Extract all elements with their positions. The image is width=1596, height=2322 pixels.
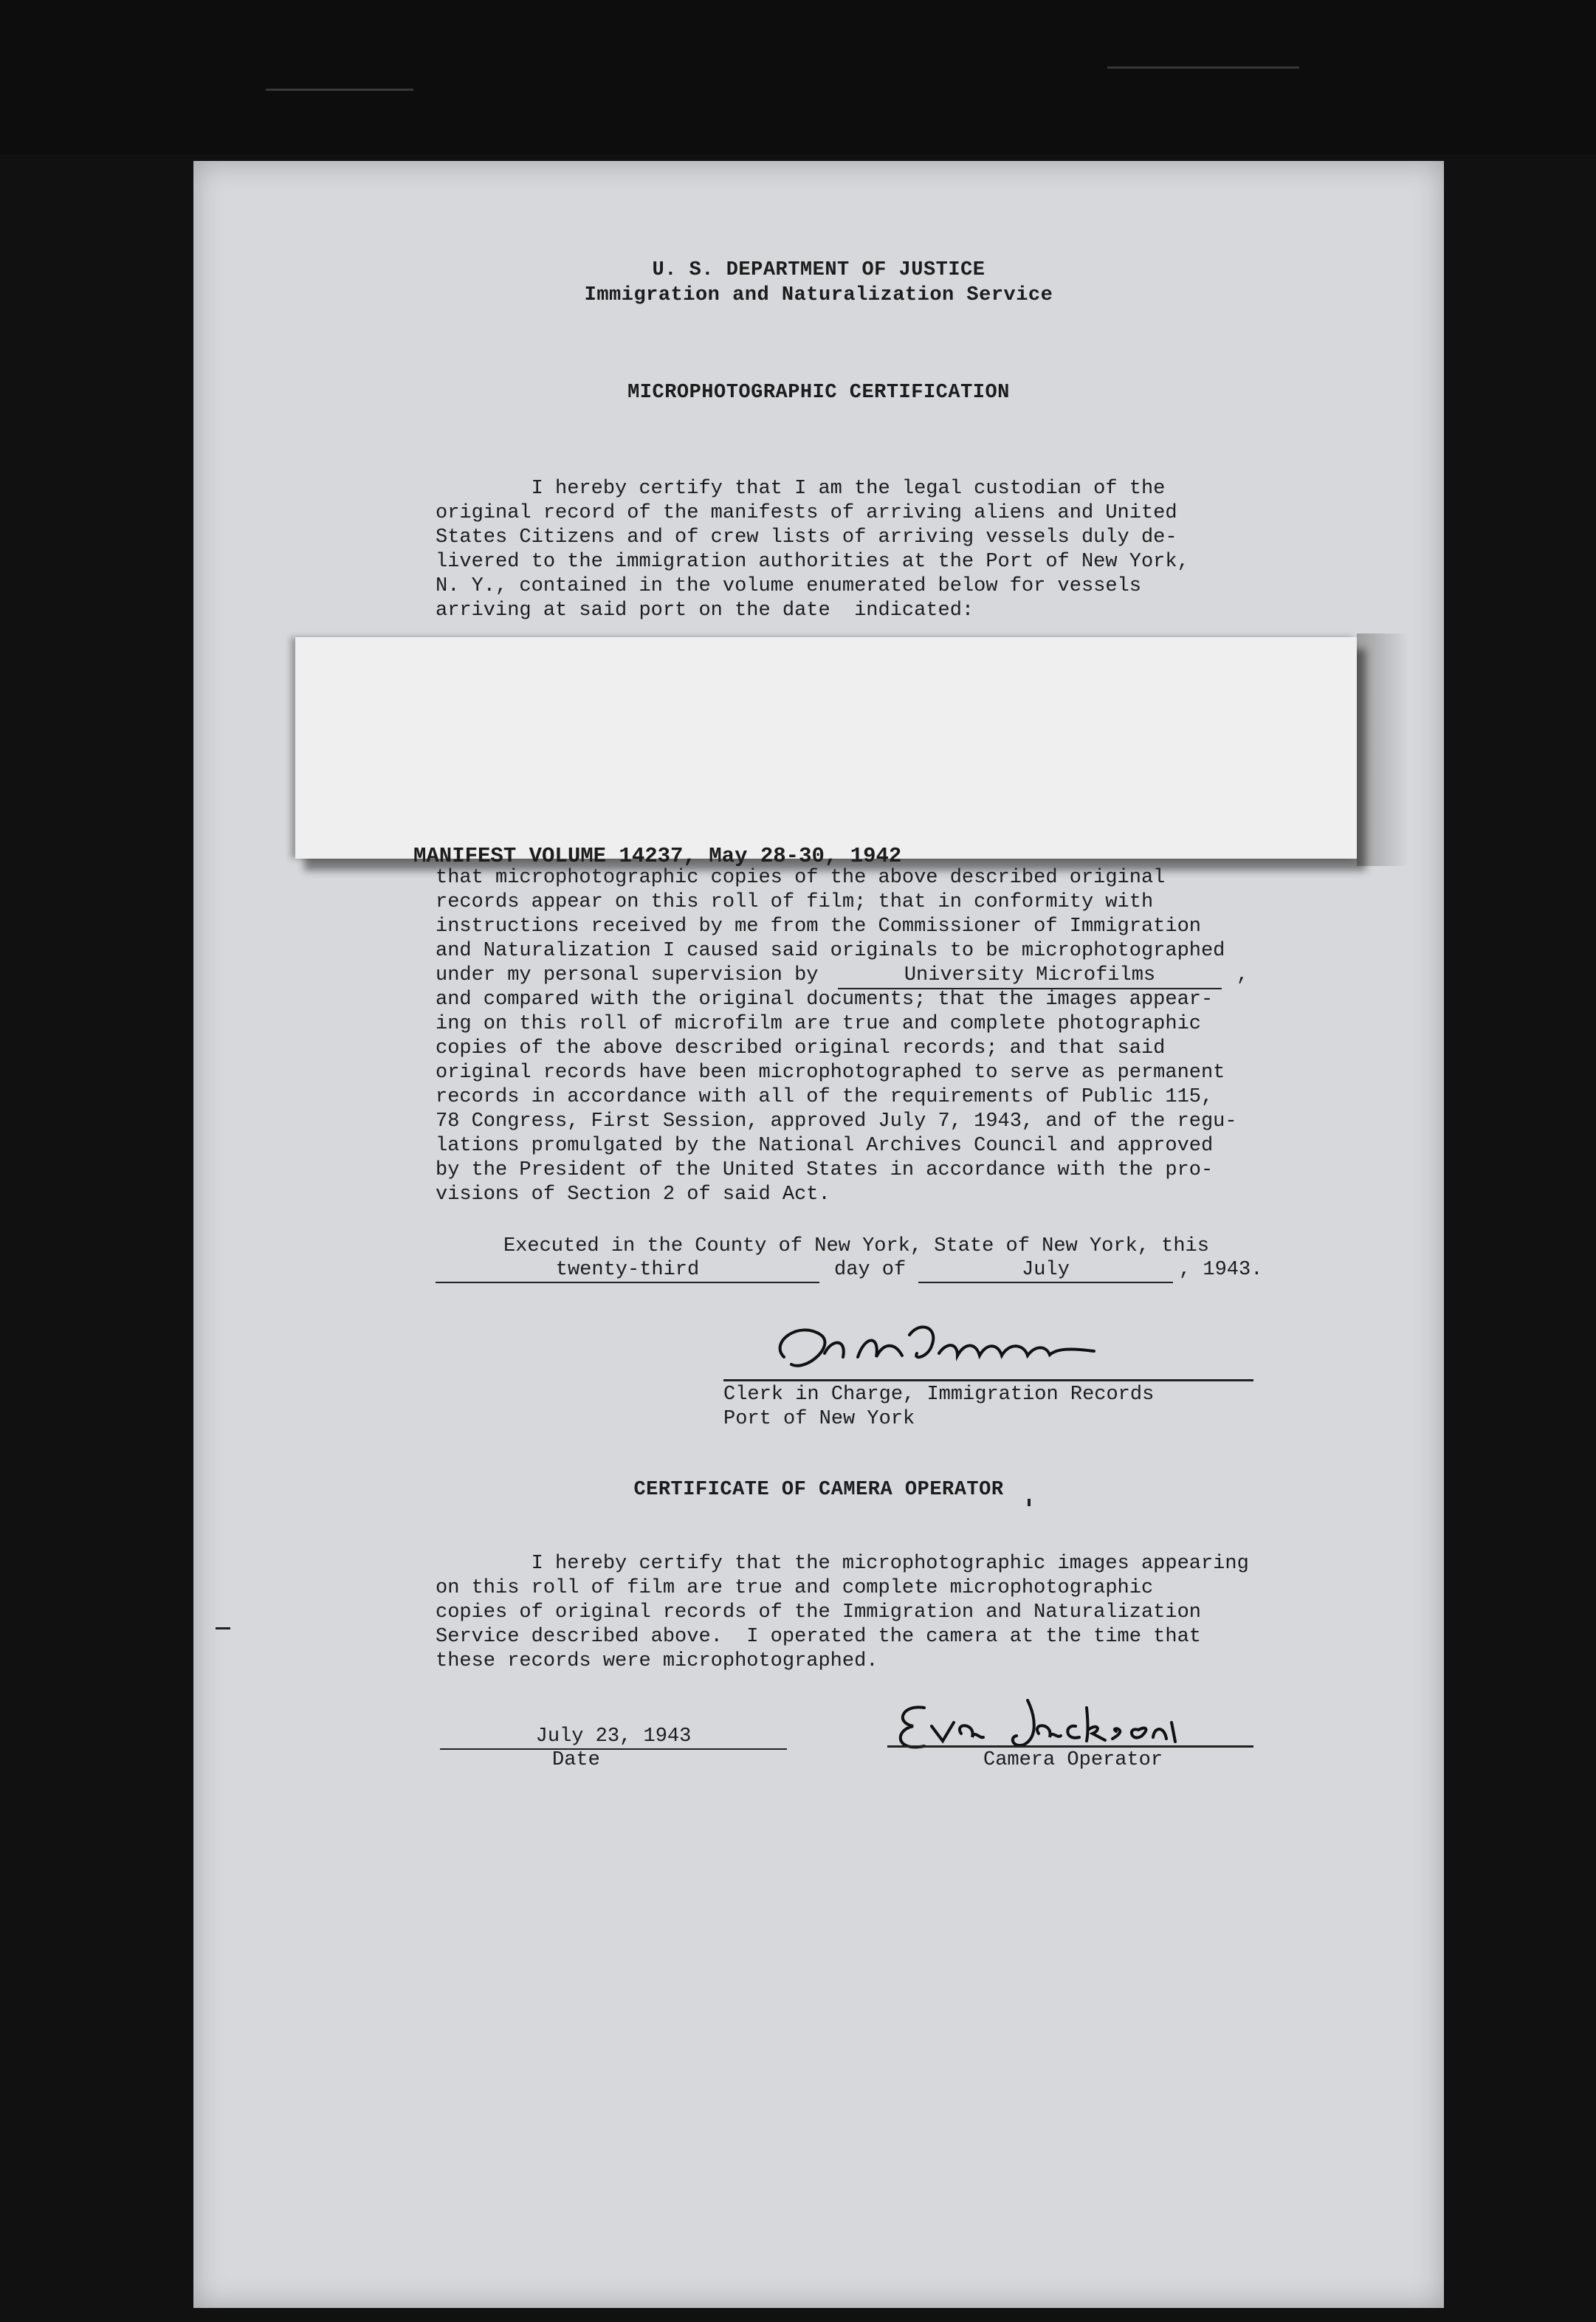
clerk-signature-line bbox=[723, 1379, 1253, 1381]
intro-line: I hereby certify that I am the legal custodian of the bbox=[436, 478, 1166, 500]
film-scratch bbox=[1107, 66, 1299, 69]
film-border-top bbox=[0, 0, 1596, 155]
camera-line: on this roll of film are true and complete microphotographic bbox=[436, 1577, 1154, 1599]
clerk-title: Clerk in Charge, Immigration Records bbox=[723, 1384, 1155, 1406]
body-line: 78 Congress, First Session, approved July 7, 1943, and of the regu- bbox=[436, 1110, 1237, 1133]
body-line: ing on this roll of microfilm are true and complete photographic bbox=[436, 1013, 1201, 1035]
execution-day-field: twenty-third bbox=[436, 1258, 819, 1283]
body-line-supervision: under my personal supervision by University Microfilms , bbox=[436, 964, 1284, 988]
body-line: instructions received by me from the Commissioner of Immigration bbox=[436, 916, 1201, 938]
intro-line: livered to the immigration authorities at the Port of New York, bbox=[436, 551, 1189, 573]
execution-month-field: July bbox=[918, 1258, 1173, 1283]
service-heading: Immigration and Naturalization Service bbox=[584, 284, 1053, 306]
execution-statement: Executed in the County of New York, State of New York, this bbox=[503, 1235, 1209, 1257]
body-line: and Naturalization I caused said originals to be microphotographed bbox=[436, 940, 1225, 962]
agency-heading: U. S. DEPARTMENT OF JUSTICE bbox=[652, 259, 986, 281]
film-scratch bbox=[266, 89, 413, 91]
body-line: original records have been microphotographed to serve as permanent bbox=[436, 1062, 1225, 1084]
body-line: and compared with the original documents; that the images appear- bbox=[436, 989, 1214, 1011]
camera-certificate-title: CERTIFICATE OF CAMERA OPERATOR bbox=[633, 1479, 1004, 1501]
operator-signature-line bbox=[887, 1745, 1253, 1748]
certification-body bbox=[436, 866, 1284, 1207]
intro-line: original record of the manifests of arriving aliens and United bbox=[436, 502, 1177, 524]
day-of-label: day of bbox=[834, 1259, 907, 1281]
body-line: that microphotographic copies of the above described original bbox=[436, 867, 1166, 889]
body-line: visions of Section 2 of said Act. bbox=[436, 1184, 830, 1206]
camera-certificate-body bbox=[436, 1552, 1284, 1674]
certificate-page bbox=[193, 161, 1444, 2308]
intro-line: arriving at said port on the date indicated: bbox=[436, 600, 974, 622]
intro-line: N. Y., contained in the volume enumerated below for vessels bbox=[436, 575, 1141, 597]
body-line: records in accordance with all of the requirements of Public 115, bbox=[436, 1086, 1214, 1108]
manifest-volume: MANIFEST VOLUME 14237, May 28-30, 1942 bbox=[413, 844, 902, 868]
clerk-location: Port of New York bbox=[723, 1408, 915, 1430]
body-line: by the President of the United States in accordance with the pro- bbox=[436, 1159, 1214, 1181]
intro-paragraph bbox=[436, 477, 1284, 623]
pasted-manifest-strip bbox=[295, 637, 1357, 859]
camera-line: I hereby certify that the microphotographic images appearing bbox=[436, 1553, 1249, 1575]
camera-line: these records were microphotographed. bbox=[436, 1650, 878, 1672]
intro-line: States Citizens and of crew lists of arriving vessels duly de- bbox=[436, 526, 1177, 549]
date-label: Date bbox=[552, 1749, 600, 1771]
paper-speck bbox=[1028, 1499, 1031, 1506]
camera-date-field: July 23, 1943 bbox=[440, 1725, 787, 1750]
body-line: lations promulgated by the National Archives Council and approved bbox=[436, 1135, 1214, 1157]
pasted-strip-shadow bbox=[1357, 633, 1408, 866]
microfilm-company-field: University Microfilms bbox=[838, 964, 1222, 989]
body-line: copies of the above described original records; and that said bbox=[436, 1037, 1166, 1059]
operator-label: Camera Operator bbox=[983, 1749, 1163, 1771]
execution-year: , 1943. bbox=[1179, 1259, 1263, 1281]
body-line: under my personal supervision by bbox=[436, 964, 819, 986]
body-line: records appear on this roll of film; that in conformity with bbox=[436, 891, 1154, 913]
clerk-signature bbox=[754, 1313, 1138, 1394]
camera-line: copies of original records of the Immigration and Naturalization bbox=[436, 1601, 1201, 1624]
paper-speck bbox=[216, 1627, 230, 1629]
camera-line: Service described above. I operated the camera at the time that bbox=[436, 1626, 1201, 1648]
certification-title: MICROPHOTOGRAPHIC CERTIFICATION bbox=[627, 382, 1010, 404]
